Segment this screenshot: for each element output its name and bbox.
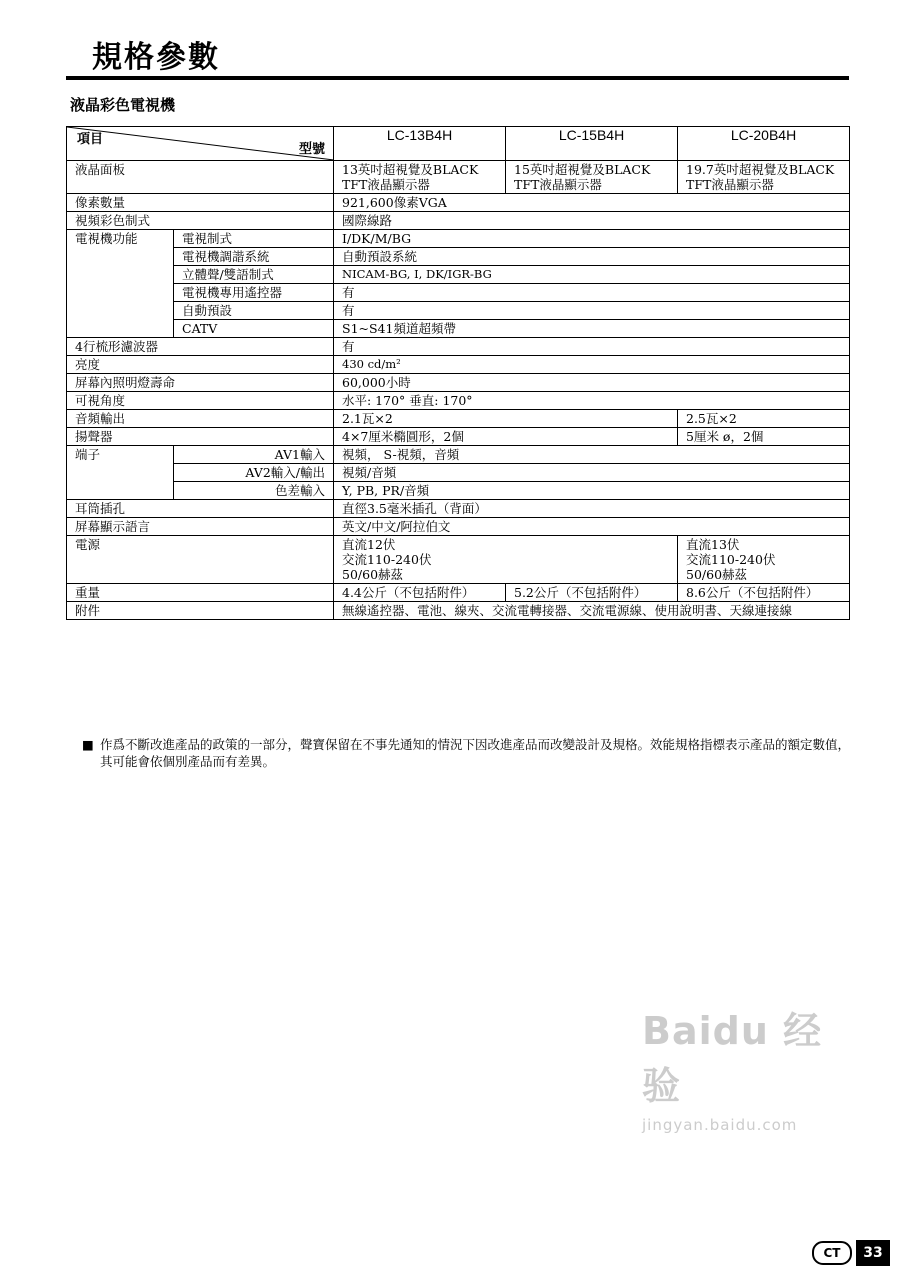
panel-value-line: TFT液晶顯示器 xyxy=(342,177,430,192)
row-value: 國際線路 xyxy=(334,212,850,230)
sub-label: CATV xyxy=(174,320,334,338)
model-header-1: LC-13B4H xyxy=(334,127,506,161)
table-row xyxy=(67,602,850,620)
power-line: 50/60赫茲 xyxy=(342,567,404,582)
watermark-url: jingyan.baidu.com xyxy=(642,1116,798,1134)
row-value: 無線遙控器、電池、線夾、交流電轉接器、交流電源線、使用說明書、天線連接線 xyxy=(334,602,850,620)
row-value: S1~S41頻道超頻帶 xyxy=(334,320,850,338)
power-line: 直流12伏 xyxy=(342,537,396,552)
row-label: 亮度 xyxy=(67,356,334,374)
row-value: 水平: 170° 垂直: 170° xyxy=(334,392,850,410)
table-row xyxy=(67,266,850,284)
header-corner-cell xyxy=(67,127,334,161)
header-model-label: 型號 xyxy=(298,142,325,157)
power-line: 交流110-240伏 xyxy=(342,552,432,567)
watermark xyxy=(642,1000,842,1134)
row-value: 有 xyxy=(334,302,850,320)
row-value: 2.1瓦×2 xyxy=(334,410,678,428)
power-value-b xyxy=(678,536,850,584)
power-line: 50/60赫茲 xyxy=(686,567,748,582)
page-number: 33 xyxy=(856,1240,890,1266)
table-row xyxy=(67,536,850,584)
panel-value-line: 15英吋超視覺及BLACK xyxy=(514,162,651,177)
watermark-logo: Baidu 经验 xyxy=(642,1009,823,1108)
table-row xyxy=(67,194,850,212)
footnote-text: 作爲不斷改進產品的政策的一部分，聲寶保留在不事先通知的情況下因改進產品而改變設計及規格。效能規格指標表示產品的額定數值，其可能會依個別產品而有差異。 xyxy=(100,737,851,769)
sub-label: 電視制式 xyxy=(174,230,334,248)
panel-value-1 xyxy=(334,161,506,194)
row-value: 英文/中文/阿拉伯文 xyxy=(334,518,850,536)
sub-label: AV1輸入 xyxy=(174,446,334,464)
table-row xyxy=(67,428,850,446)
row-value: 視頻/音頻 xyxy=(334,464,850,482)
power-line: 直流13伏 xyxy=(686,537,740,552)
table-row xyxy=(67,392,850,410)
table-row xyxy=(67,212,850,230)
table-row xyxy=(67,374,850,392)
table-row xyxy=(67,230,850,248)
row-label: 揚聲器 xyxy=(67,428,334,446)
weight-value-3: 8.6公斤（不包括附件） xyxy=(678,584,850,602)
table-row xyxy=(67,482,850,500)
panel-value-3 xyxy=(678,161,850,194)
table-row xyxy=(67,410,850,428)
group-label-tv-function: 電視機功能 xyxy=(67,230,174,338)
page-title: 規格參數 xyxy=(92,40,220,75)
panel-value-line: TFT液晶顯示器 xyxy=(686,177,774,192)
table-row xyxy=(67,248,850,266)
weight-value-1: 4.4公斤（不包括附件） xyxy=(334,584,506,602)
row-value: 60,000小時 xyxy=(334,374,850,392)
panel-value-line: TFT液晶顯示器 xyxy=(514,177,602,192)
row-value: 5厘米 ø，2個 xyxy=(678,428,850,446)
language-badge: CT xyxy=(812,1241,852,1265)
row-value: Y, PB, PR/音頻 xyxy=(334,482,850,500)
row-label: 屏幕顯示語言 xyxy=(67,518,334,536)
power-line: 交流110-240伏 xyxy=(686,552,776,567)
title-rule xyxy=(66,76,849,80)
table-row xyxy=(67,518,850,536)
model-header-2: LC-15B4H xyxy=(506,127,678,161)
row-label: 4行梳形濾波器 xyxy=(67,338,334,356)
power-value-a xyxy=(334,536,678,584)
table-row xyxy=(67,446,850,464)
table-header-row xyxy=(67,127,850,161)
sub-label: 自動預設 xyxy=(174,302,334,320)
row-label: 電源 xyxy=(67,536,334,584)
row-value: 有 xyxy=(334,284,850,302)
sub-label: AV2輸入/輸出 xyxy=(174,464,334,482)
weight-value-2: 5.2公斤（不包括附件） xyxy=(506,584,678,602)
row-label: 屏幕內照明燈壽命 xyxy=(67,374,334,392)
row-value: 有 xyxy=(334,338,850,356)
panel-value-2 xyxy=(506,161,678,194)
table-row xyxy=(67,500,850,518)
table-row xyxy=(67,464,850,482)
row-value: 2.5瓦×2 xyxy=(678,410,850,428)
table-row xyxy=(67,356,850,374)
bullet-icon: ■ xyxy=(82,737,94,752)
row-value: 直徑3.5毫米插孔（背面） xyxy=(334,500,850,518)
header-item-label: 項目 xyxy=(77,132,104,147)
group-label-terminal: 端子 xyxy=(67,446,174,500)
row-label: 附件 xyxy=(67,602,334,620)
row-label: 音頻輸出 xyxy=(67,410,334,428)
table-row xyxy=(67,320,850,338)
table-row xyxy=(67,338,850,356)
table-row xyxy=(67,584,850,602)
row-value: I/DK/M/BG xyxy=(334,230,850,248)
footnote xyxy=(82,736,852,770)
row-label: 液晶面板 xyxy=(67,161,334,194)
row-value: 430 cd/m² xyxy=(334,356,850,374)
corner-diagonal xyxy=(67,127,334,160)
panel-value-line: 13英吋超視覺及BLACK xyxy=(342,162,479,177)
table-row xyxy=(67,302,850,320)
row-value: 4×7厘米橢圓形，2個 xyxy=(334,428,678,446)
row-value: NICAM-BG, I, DK/IGR-BG xyxy=(334,266,850,284)
table-row xyxy=(67,161,850,194)
row-label: 可視角度 xyxy=(67,392,334,410)
sub-label: 色差輸入 xyxy=(174,482,334,500)
row-value: 視頻， S-視頻，音頻 xyxy=(334,446,850,464)
row-value: 921,600像素VGA xyxy=(334,194,850,212)
row-label: 視頻彩色制式 xyxy=(67,212,334,230)
table-row xyxy=(67,284,850,302)
row-label: 耳筒插孔 xyxy=(67,500,334,518)
row-label: 像素數量 xyxy=(67,194,334,212)
sub-label: 立體聲/雙語制式 xyxy=(174,266,334,284)
section-subtitle: 液晶彩色電視機 xyxy=(70,96,176,114)
model-header-3: LC-20B4H xyxy=(678,127,850,161)
row-value: 自動預設系統 xyxy=(334,248,850,266)
sub-label: 電視機專用遙控器 xyxy=(174,284,334,302)
row-label: 重量 xyxy=(67,584,334,602)
sub-label: 電視機調諧系統 xyxy=(174,248,334,266)
panel-value-line: 19.7英吋超視覺及BLACK xyxy=(686,162,835,177)
spec-table xyxy=(66,126,850,620)
